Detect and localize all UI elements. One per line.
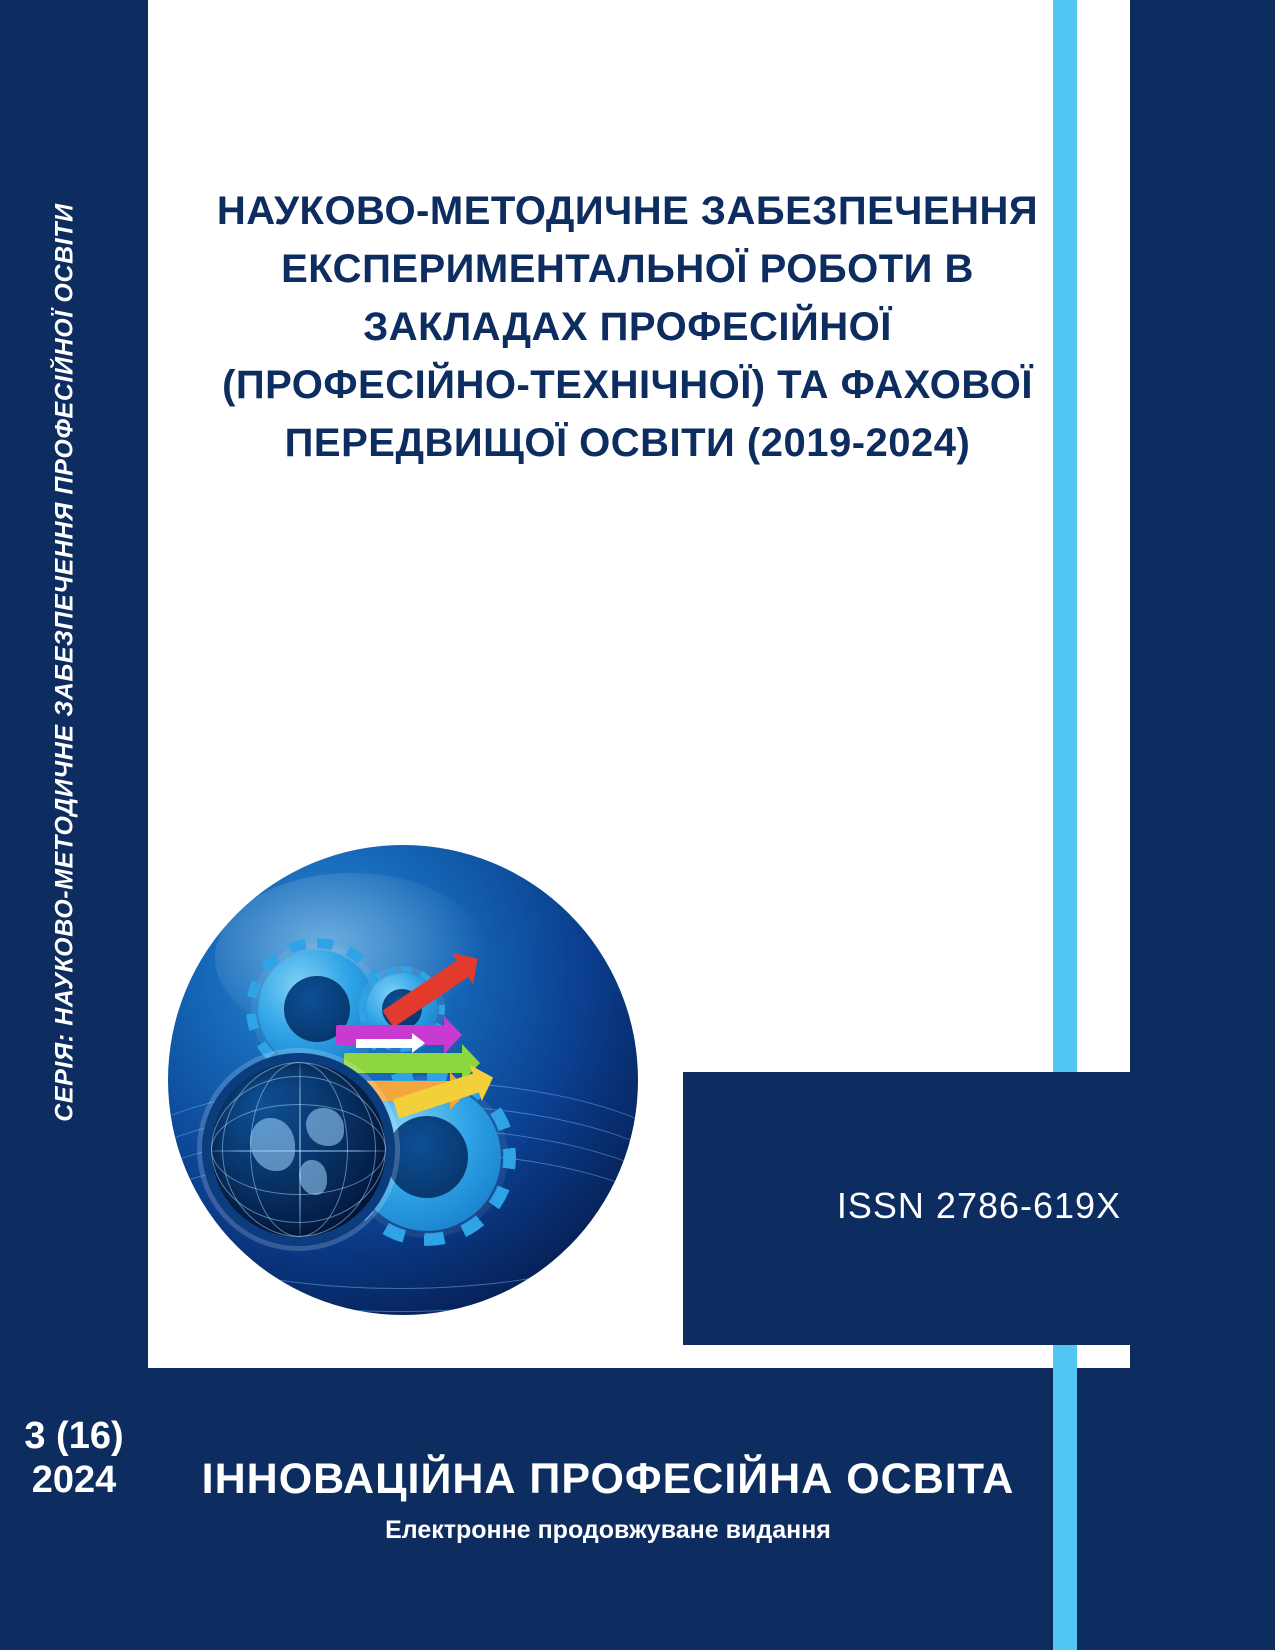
issue-number: 3 (16) [24, 1415, 124, 1457]
bottom-light-blue-stripe [1053, 1368, 1077, 1650]
arrow-icon [393, 1073, 481, 1119]
arrow-icon [356, 1039, 414, 1048]
bottom-panel-fill [1077, 1368, 1130, 1650]
issue-year: 2024 [31, 1458, 117, 1501]
globe-gears-arrows-illustration [168, 845, 638, 1315]
series-label: СЕРІЯ: НАУКОВО-МЕТОДИЧНЕ ЗАБЕЗПЕЧЕННЯ ПРОФЕСІЙНОЇ ОСВІТИ [50, 203, 79, 1122]
issn-label: ISSN 2786-619X [836, 1185, 1122, 1226]
mini-globe-icon [202, 1053, 395, 1246]
globe-sphere [168, 845, 638, 1315]
journal-title: ІННОВАЦІЙНА ПРОФЕСІЙНА ОСВІТА [201, 1455, 1015, 1503]
issue-info [0, 1415, 148, 1502]
arrow-icon [344, 1053, 464, 1073]
journal-subtitle: Електронне продовжуване видання [385, 1516, 831, 1544]
page-title: НАУКОВО-МЕТОДИЧНЕ ЗАБЕЗПЕЧЕННЯ ЕКСПЕРИМЕНТАЛЬНОЇ РОБОТИ В ЗАКЛАДАХ ПРОФЕСІЙНОЇ (ПРОФЕСІЙНО-ТЕХНІЧНОЇ) ТА ФАХОВОЇ ПЕРЕДВИЩОЇ ОСВІТИ (2019-2024) [216, 189, 1039, 465]
parallel-line [211, 1076, 386, 1223]
